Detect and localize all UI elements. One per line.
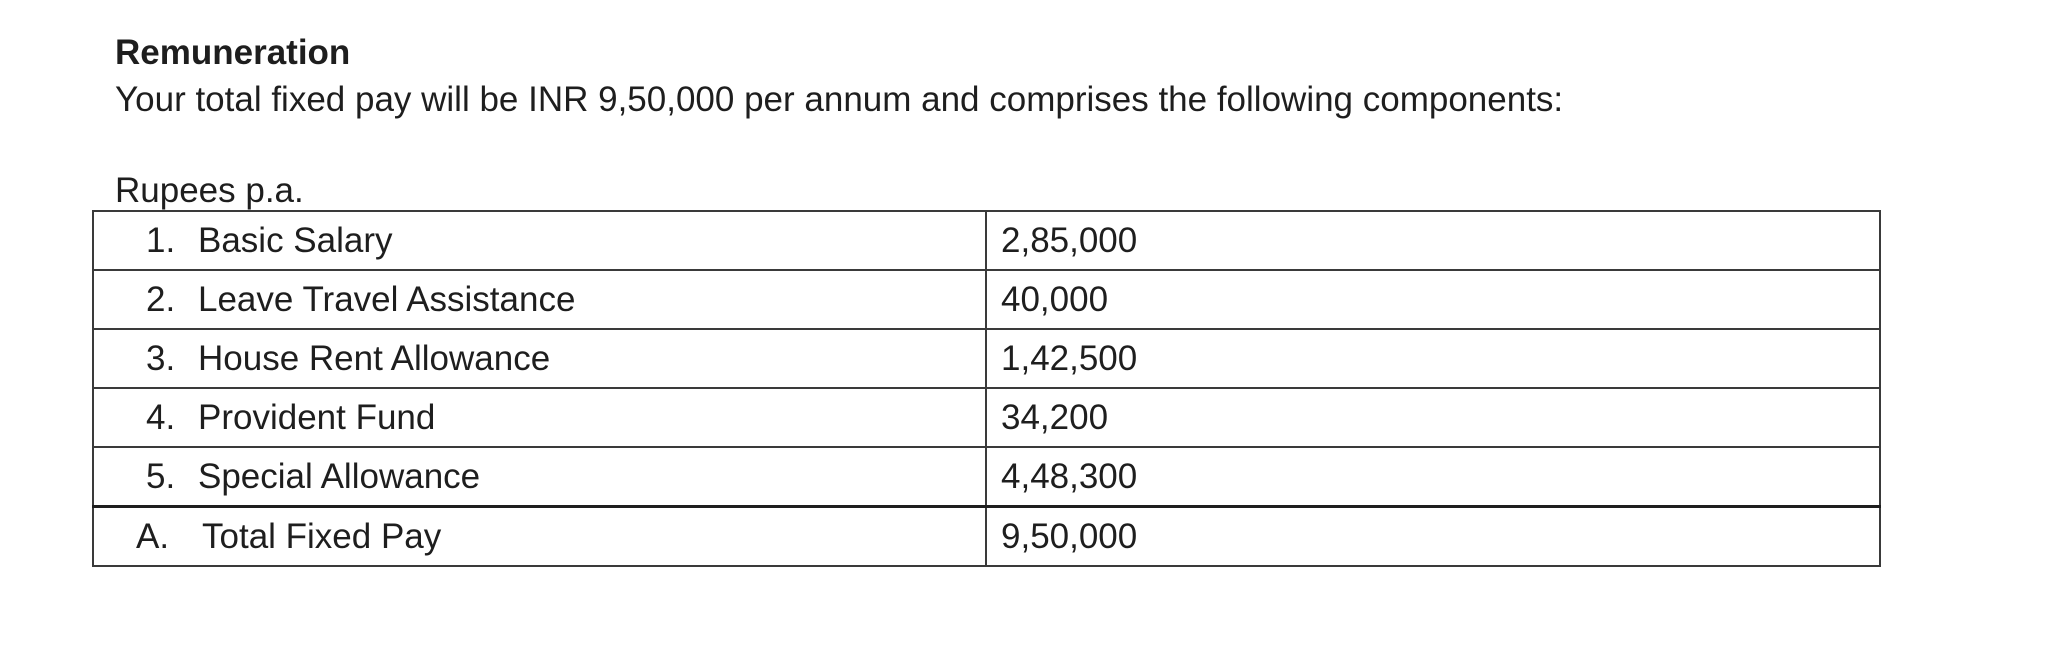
component-value: 4,48,300 <box>986 447 1880 507</box>
component-label: Basic Salary <box>198 220 393 260</box>
component-label: Provident Fund <box>198 397 436 437</box>
remuneration-heading: Remuneration <box>115 33 351 72</box>
component-value: 2,85,000 <box>986 211 1880 270</box>
row-number: 1. <box>146 220 176 260</box>
component-value: 1,42,500 <box>986 329 1880 388</box>
component-label: Leave Travel Assistance <box>198 279 576 319</box>
row-number: 5. <box>146 456 176 496</box>
table-row <box>93 329 1880 388</box>
table-row <box>93 388 1880 447</box>
row-number: 4. <box>146 397 176 437</box>
component-label-cell <box>93 388 986 447</box>
total-label-cell <box>93 507 986 567</box>
component-label: House Rent Allowance <box>198 338 551 378</box>
table-row <box>93 447 1880 507</box>
total-row-letter: A. <box>136 516 170 556</box>
component-label-cell <box>93 329 986 388</box>
total-value: 9,50,000 <box>986 507 1880 567</box>
table-row <box>93 270 1880 329</box>
remuneration-table <box>92 210 1881 567</box>
remuneration-intro: Your total fixed pay will be INR 9,50,000 per annum and comprises the following components: <box>115 80 1564 119</box>
row-number: 2. <box>146 279 176 319</box>
table-row <box>93 211 1880 270</box>
component-label-cell <box>93 211 986 270</box>
unit-label: Rupees p.a. <box>115 171 304 210</box>
row-number: 3. <box>146 338 176 378</box>
component-value: 40,000 <box>986 270 1880 329</box>
total-row <box>93 507 1880 567</box>
component-label: Special Allowance <box>198 456 481 496</box>
total-label: Total Fixed Pay <box>202 516 442 556</box>
component-value: 34,200 <box>986 388 1880 447</box>
component-label-cell <box>93 447 986 507</box>
component-label-cell <box>93 270 986 329</box>
